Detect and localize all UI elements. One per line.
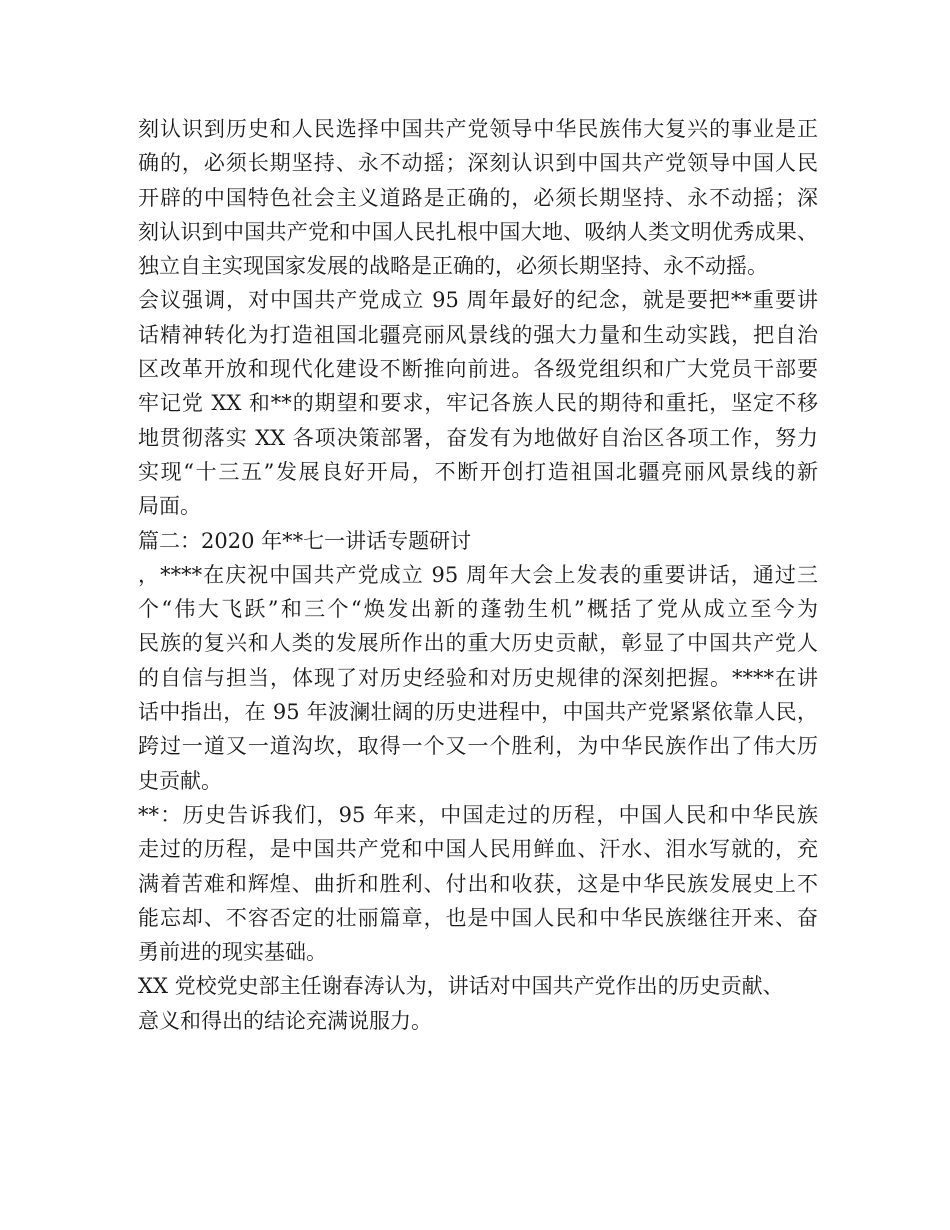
paragraph <box>138 969 818 1038</box>
text-line: 史贡献。 <box>138 768 222 793</box>
text-line: 刻认识到中国共产党和中国人民扎根中国大地、吸纳人类文明优秀成果、 <box>138 219 818 244</box>
text-line: 意义和得出的结论充满说服力。 <box>138 1008 432 1033</box>
text-line: 篇二：2020 年**七一讲话专题研讨 <box>138 528 472 553</box>
text-line: 话精神转化为打造祖国北疆亮丽风景线的强大力量和生动实践，把自治 <box>138 322 818 347</box>
text-line: ，****在庆祝中国共产党成立 95 周年大会上发表的重要讲话，通过三 <box>138 562 818 587</box>
text-line: 个“伟大飞跃”和三个“焕发出新的蓬勃生机”概括了党从成立至今为 <box>138 597 818 622</box>
paragraph <box>138 112 818 283</box>
document-body <box>138 112 818 1038</box>
text-line: 局面。 <box>138 494 201 519</box>
text-line: 确的，必须长期坚持、永不动摇；深刻认识到中国共产党领导中国人民 <box>138 151 818 176</box>
text-line: 地贯彻落实 XX 各项决策部署，奋发有为地做好自治区各项工作，努力 <box>138 425 818 450</box>
paragraph <box>138 798 818 969</box>
text-line: 话中指出，在 95 年波澜壮阔的历史进程中，中国共产党紧紧依靠人民， <box>138 700 818 725</box>
text-line: 走过的历程，是中国共产党和中国人民用鲜血、汗水、泪水写就的，充 <box>138 837 818 862</box>
text-line: 勇前进的现实基础。 <box>138 940 327 965</box>
text-line: **：历史告诉我们，95 年来，中国走过的历程，中国人民和中华民族 <box>138 802 818 827</box>
section-heading <box>138 524 818 558</box>
text-line: XX 党校党史部主任谢春涛认为，讲话对中国共产党作出的历史贡献、 <box>138 974 784 999</box>
text-line: 独立自主实现国家发展的战略是正确的，必须长期坚持、永不动摇。 <box>138 254 768 279</box>
text-line: 实现“十三五”发展良好开局，不断开创打造祖国北疆亮丽风景线的新 <box>138 459 818 484</box>
text-line: 民族的复兴和人类的发展所作出的重大历史贡献，彰显了中国共产党人 <box>138 631 818 656</box>
paragraph <box>138 283 818 523</box>
text-line: 开辟的中国特色社会主义道路是正确的，必须长期坚持、永不动摇；深 <box>138 185 818 210</box>
text-line: 区改革开放和现代化建设不断推向前进。各级党组织和广大党员干部要 <box>138 357 818 382</box>
paragraph <box>138 558 818 798</box>
text-line: 能忘却、不容否定的壮丽篇章，也是中国人民和中华民族继往开来、奋 <box>138 905 818 930</box>
text-line: 牢记党 XX 和**的期望和要求，牢记各族人民的期待和重托，坚定不移 <box>138 391 818 416</box>
text-line: 满着苦难和辉煌、曲折和胜利、付出和收获，这是中华民族发展史上不 <box>138 871 818 896</box>
text-line: 跨过一道又一道沟坎，取得一个又一个胜利，为中华民族作出了伟大历 <box>138 734 818 759</box>
text-line: 的自信与担当，体现了对历史经验和对历史规律的深刻把握。****在讲 <box>138 665 818 690</box>
text-line: 会议强调，对中国共产党成立 95 周年最好的纪念，就是要把**重要讲 <box>138 288 818 313</box>
text-line: 刻认识到历史和人民选择中国共产党领导中华民族伟大复兴的事业是正 <box>138 117 818 141</box>
